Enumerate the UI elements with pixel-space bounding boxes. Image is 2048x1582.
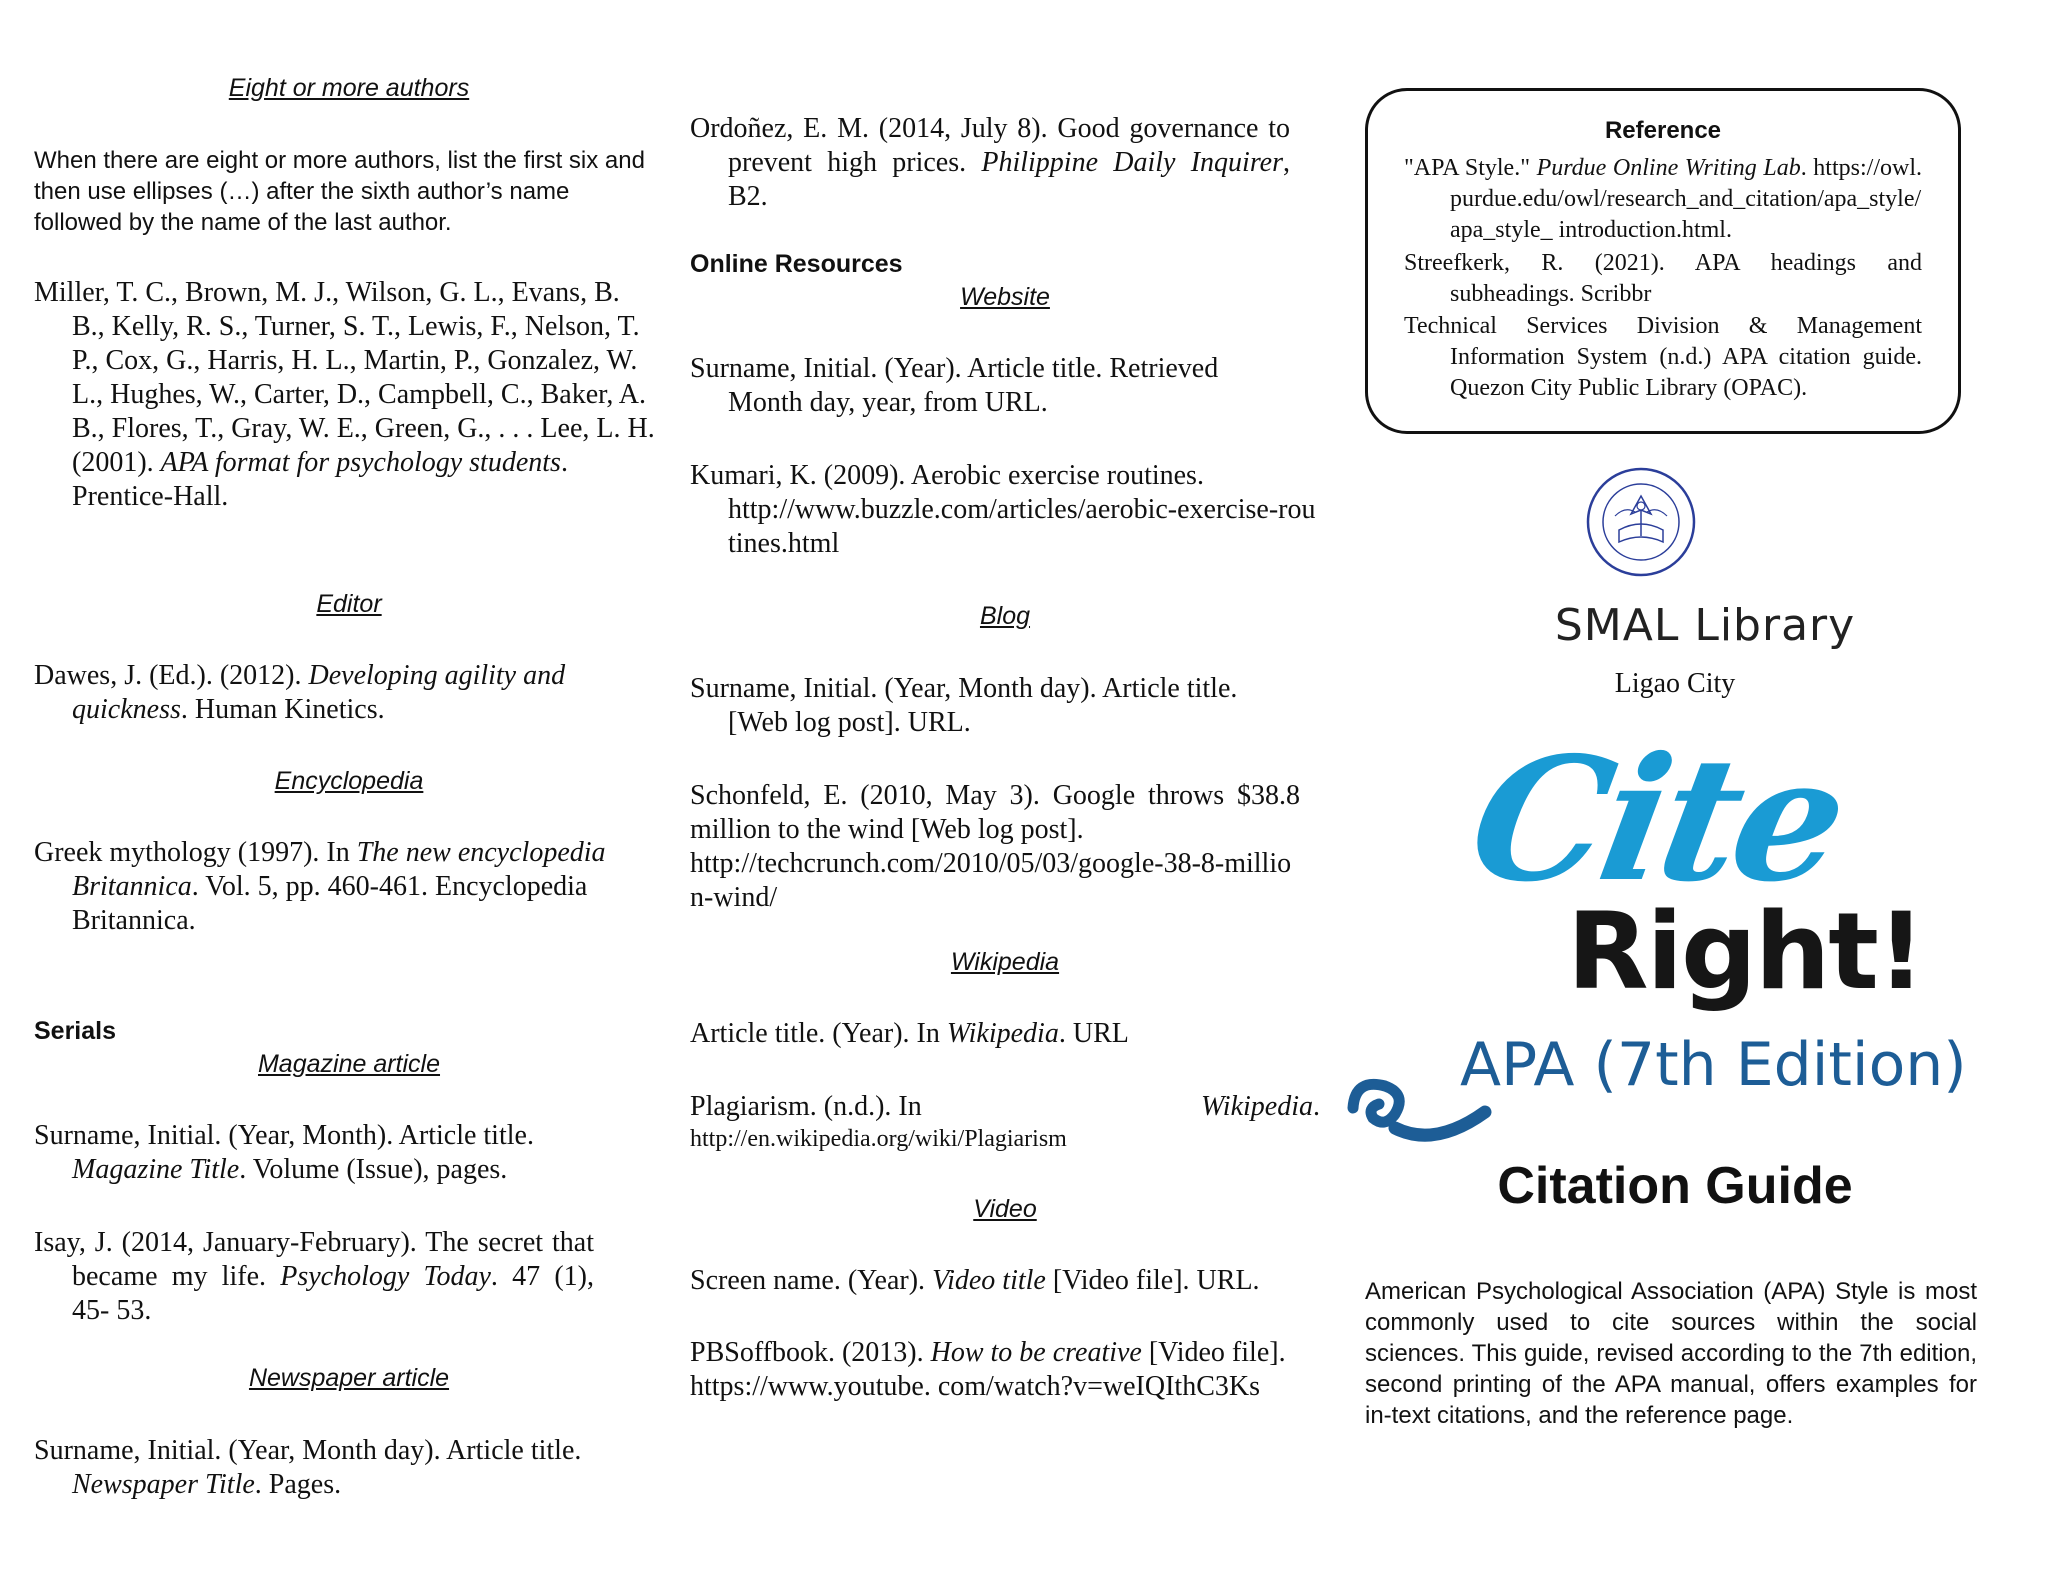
heading-serials: Serials [34, 1017, 117, 1045]
plagiarism-url[interactable]: http://en.wikipedia.org/wiki/Plagiarism [690, 1126, 1067, 1152]
right-logo-word: Right! [1567, 890, 1924, 1013]
pbsoffbook-url[interactable]: https://www.youtube. com/watch?v=weIQIthC3Ks [690, 1371, 1260, 1402]
entry-miller: Miller, T. C., Brown, M. J., Wilson, G. L., Evans, B. B., Kelly, R. S., Turner, S. T., Lewis, F., Nelson, T. P., Cox, G., Harris, H. L., Martin, P., Gonzalez, W. L., Hughes, W., Carter, D., Campbell, C., Baker, A. B., Flores, T., Gray, W. E., Green, G., . . . Lee, L. H. (2001). APA format for psychology students. Prentice-Hall. [34, 277, 655, 512]
heading-blog: Blog [979, 602, 1031, 630]
entry-video-pattern: Screen name. (Year). Video title [Video file]. URL. [690, 1265, 1260, 1296]
entry-blog-pattern: Surname, Initial. (Year, Month day). Article title. [Web log post]. URL. [690, 673, 1238, 738]
heading-editor: Editor [316, 590, 382, 618]
reference-title: Reference [1604, 117, 1722, 144]
entry-plagiarism: Plagiarism. (n.d.). In Wikipedia. http://en.wikipedia.org/wiki/Plagiarism [690, 1091, 1320, 1152]
heading-newspaper-article: Newspaper article [248, 1364, 450, 1392]
entry-magazine-pattern: Surname, Initial. (Year, Month). Article title. Magazine Title. Volume (Issue), pages. [34, 1120, 534, 1185]
reference-streefkerk: Streefkerk, R. (2021). APA headings and subheadings. Scribbr [1404, 250, 1922, 307]
heading-website: Website [960, 283, 1050, 311]
heading-video: Video [973, 1195, 1037, 1223]
library-name: SMAL Library [1554, 600, 1856, 651]
entry-pbsoffbook: PBSoffbook. (2013). How to be creative [Video file]. https://www.youtube. com/watch?v=weIQIthC3Ks [690, 1336, 1320, 1404]
column-3-cover [1345, 0, 1985, 1582]
heading-wikipedia: Wikipedia [950, 948, 1060, 976]
heading-encyclopedia: Encyclopedia [274, 767, 424, 795]
entry-kumari: Kumari, K. (2009). Aerobic exercise routines. http://www.buzzle.com/articles/aerobic-exercise-routines.html [690, 459, 1320, 561]
entry-dawes: Dawes, J. (Ed.). (2012). Developing agility and quickness. Human Kinetics. [34, 660, 566, 725]
library-city: Ligao City [1614, 668, 1736, 699]
reference-box [1365, 88, 1961, 434]
entry-wikipedia-pattern: Article title. (Year). In Wikipedia. URL [690, 1018, 1129, 1049]
apa-edition-label: APA (7th Edition) [1460, 1030, 1967, 1100]
reference-purdue: "APA Style." Purdue Online Writing Lab. https://owl.purdue.edu/owl/research_and_citation/apa_style/apa_style_ introduction.html. [1404, 155, 1922, 243]
heading-online-resources: Online Resources [690, 250, 903, 278]
eight-authors-explanation: When there are eight or more authors, list the first six and then use ellipses (…) after the sixth author’s name followed by the name of the last author. [34, 147, 645, 236]
entry-isay: Isay, J. (2014, January-February). The secret that became my life. Psychology Today. 47 (1), 45- 53. [34, 1227, 594, 1326]
entry-website-pattern: Surname, Initial. (Year). Article title. Retrieved Month day, year, from URL. [690, 353, 1219, 418]
reference-qcpl: Technical Services Division & Management Information System (n.d.) APA citation guide. Quezon City Public Library (OPAC). [1404, 313, 1922, 401]
school-seal-icon [1585, 466, 1697, 578]
citation-guide-title: Citation Guide [1497, 1157, 1853, 1215]
column-2 [690, 0, 1320, 1582]
entry-schonfeld: Schonfeld, E. (2010, May 3). Google throws $38.8 million to the wind [Web log post]. http://techcrunch.com/2010/05/03/google-38-8-million-wind/ [690, 780, 1300, 913]
entry-newspaper-pattern: Surname, Initial. (Year, Month day). Article title. Newspaper Title. Pages. [34, 1435, 582, 1500]
intro-paragraph: American Psychological Association (APA) Style is most commonly used to cite sources within the social sciences. This guide, revised according to the 7th edition, second printing of the APA manual, offers examples for in-text citations, and the reference page. [1365, 1278, 1977, 1429]
kumari-url[interactable]: http://www.buzzle.com/articles/aerobic-exercise-routines.html [728, 494, 1316, 559]
entry-ordonez: Ordoñez, E. M. (2014, July 8). Good governance to prevent high prices. Philippine Daily Inquirer, B2. [690, 113, 1291, 212]
entry-greek-mythology: Greek mythology (1997). In The new encyclopedia Britannica. Vol. 5, pp. 460-461. Encyclopedia Britannica. [34, 837, 606, 936]
heading-magazine-article: Magazine article [257, 1050, 441, 1078]
cite-logo-word: Cite [1457, 720, 1856, 920]
schonfeld-url[interactable]: http://techcrunch.com/2010/05/03/google-38-8-million-wind/ [690, 848, 1292, 913]
heading-eight-or-more-authors: Eight or more authors [228, 74, 470, 102]
column-1 [34, 0, 664, 1582]
